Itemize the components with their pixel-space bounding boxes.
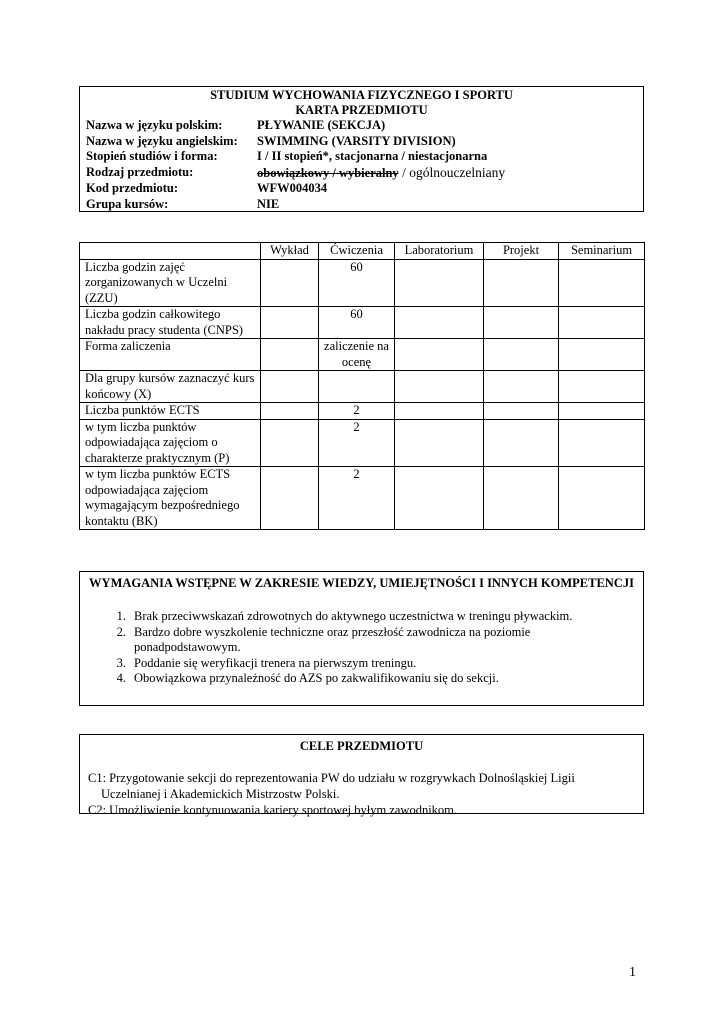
column-header: Ćwiczenia xyxy=(319,243,395,260)
goal-item: C2: Umożliwienie kontynuowania kariery sportowej byłym zawodnikom. xyxy=(88,803,458,817)
table-cell: 60 xyxy=(319,307,395,339)
goals-list xyxy=(88,770,635,818)
table-cell xyxy=(395,259,484,307)
table-row xyxy=(80,339,645,371)
list-item xyxy=(88,671,635,687)
column-header: Laboratorium xyxy=(395,243,484,260)
table-row xyxy=(80,307,645,339)
info-value: PŁYWANIE (SEKCJA) xyxy=(257,118,386,132)
table-cell xyxy=(559,339,645,371)
course-type-value: / ogólnouczelniany xyxy=(398,164,506,180)
table-cell xyxy=(484,339,559,371)
table-cell xyxy=(559,259,645,307)
table-cell: 60 xyxy=(319,259,395,307)
list-number: 1. xyxy=(116,609,126,623)
info-label: Kod przedmiotu: xyxy=(86,181,179,195)
list-number: 2. xyxy=(116,624,126,639)
column-header: Wykład xyxy=(261,243,319,260)
table-cell: 2 xyxy=(319,467,395,530)
page-number: 1 xyxy=(629,965,636,980)
goals-title: CELE PRZEDMIOTU xyxy=(299,739,424,753)
header-title: STUDIUM WYCHOWANIA FIZYCZNEGO I SPORTU xyxy=(210,88,513,102)
table-cell xyxy=(559,307,645,339)
table-cell xyxy=(559,371,645,403)
list-text: Obowiązkowa przynależność do AZS po zakwalifikowaniu się do sekcji. xyxy=(134,671,499,685)
requirements-title: WYMAGANIA WSTĘPNE W ZAKRESIE WIEDZY, UMIEJĘTNOŚCI I INNYCH KOMPETENCJI xyxy=(89,576,634,590)
table-cell xyxy=(395,307,484,339)
table-cell xyxy=(261,259,319,307)
info-label: Nazwa w języku polskim: xyxy=(86,118,223,132)
list-text: Brak przeciwwskazań zdrowotnych do aktywnego uczestnictwa w treningu pływackim. xyxy=(134,609,573,623)
info-value: I / II stopień*, stacjonarna / niestacjonarna xyxy=(257,149,488,163)
row-label: Liczba godzin zajęć zorganizowanych w Uczelni (ZZU) xyxy=(80,259,261,307)
row-label: w tym liczba punktów ECTS odpowiadająca zajęciom wymagającym bezpośredniego kontaktu (BK) xyxy=(80,467,261,530)
table-cell xyxy=(261,467,319,530)
table-cell xyxy=(484,403,559,420)
column-header: Seminarium xyxy=(559,243,645,260)
list-number: 4. xyxy=(116,671,126,685)
row-label: Liczba punktów ECTS xyxy=(80,403,261,420)
requirements-box xyxy=(79,571,644,706)
list-text: Bardzo dobre wyszkolenie techniczne oraz przeszłość zawodnicza na poziomie ponadpodstawowym. xyxy=(134,624,531,654)
table-cell xyxy=(395,419,484,467)
list-item xyxy=(88,609,635,625)
info-value xyxy=(257,165,637,182)
table-cell xyxy=(484,307,559,339)
table-cell xyxy=(559,419,645,467)
column-header: Projekt xyxy=(484,243,559,260)
row-label: w tym liczba punktów odpowiadająca zajęciom o charakterze praktycznym (P) xyxy=(80,419,261,467)
table-row xyxy=(80,467,645,530)
table-cell: zaliczenie na ocenę xyxy=(319,339,395,371)
list-item xyxy=(88,656,635,672)
table-cell xyxy=(395,467,484,530)
list-item xyxy=(88,625,635,656)
hours-table xyxy=(79,242,645,530)
info-row-course-type xyxy=(86,165,637,182)
info-row-study-level xyxy=(86,149,637,165)
table-cell xyxy=(261,371,319,403)
course-header-box xyxy=(79,86,644,212)
table-cell xyxy=(395,371,484,403)
info-row-course-group xyxy=(86,197,637,213)
row-label: Forma zaliczenia xyxy=(80,339,261,371)
info-row-polish-name xyxy=(86,118,637,134)
table-row xyxy=(80,419,645,467)
list-number: 3. xyxy=(116,655,126,670)
table-cell xyxy=(484,467,559,530)
table-row xyxy=(80,371,645,403)
table-cell xyxy=(319,371,395,403)
info-row-course-code xyxy=(86,181,637,197)
table-cell xyxy=(559,403,645,420)
goal-item: C1: Przygotowanie sekcji do reprezentowania PW do udziału w rozgrywkach Dolnośląskiej Ligii Uczelnianej i Akademickich Mistrzostw Polski. xyxy=(88,771,575,801)
table-cell: 2 xyxy=(319,419,395,467)
table-cell xyxy=(395,403,484,420)
info-label: Nazwa w języku angielskim: xyxy=(86,133,238,148)
list-text: Poddanie się weryfikacji trenera na pierwszym treningu. xyxy=(134,655,417,670)
table-cell xyxy=(484,259,559,307)
info-value: SWIMMING (VARSITY DIVISION) xyxy=(257,133,456,148)
table-cell xyxy=(261,419,319,467)
info-label: Stopień studiów i forma: xyxy=(86,149,218,163)
info-value: WFW004034 xyxy=(257,181,328,195)
table-header-row xyxy=(80,243,645,260)
info-value: NIE xyxy=(257,196,280,211)
table-cell: 2 xyxy=(319,403,395,420)
table-row xyxy=(80,403,645,420)
info-row-english-name xyxy=(86,134,637,150)
header-subtitle: KARTA PRZEDMIOTU xyxy=(295,103,428,117)
table-row xyxy=(80,259,645,307)
table-cell xyxy=(261,307,319,339)
table-cell xyxy=(261,403,319,420)
table-cell xyxy=(559,467,645,530)
struck-course-type: obowiązkowy / wybieralny xyxy=(257,165,399,180)
requirements-list xyxy=(88,609,635,687)
table-cell xyxy=(484,419,559,467)
info-label: Grupa kursów: xyxy=(86,196,169,211)
goals-box xyxy=(79,734,644,817)
row-label: Liczba godzin całkowitego nakładu pracy studenta (CNPS) xyxy=(80,307,261,339)
table-cell xyxy=(261,339,319,371)
info-label: Rodzaj przedmiotu: xyxy=(86,164,194,179)
row-label: Dla grupy kursów zaznaczyć kurs końcowy (X) xyxy=(80,371,261,403)
table-cell xyxy=(395,339,484,371)
column-header xyxy=(80,243,261,260)
table-cell xyxy=(484,371,559,403)
